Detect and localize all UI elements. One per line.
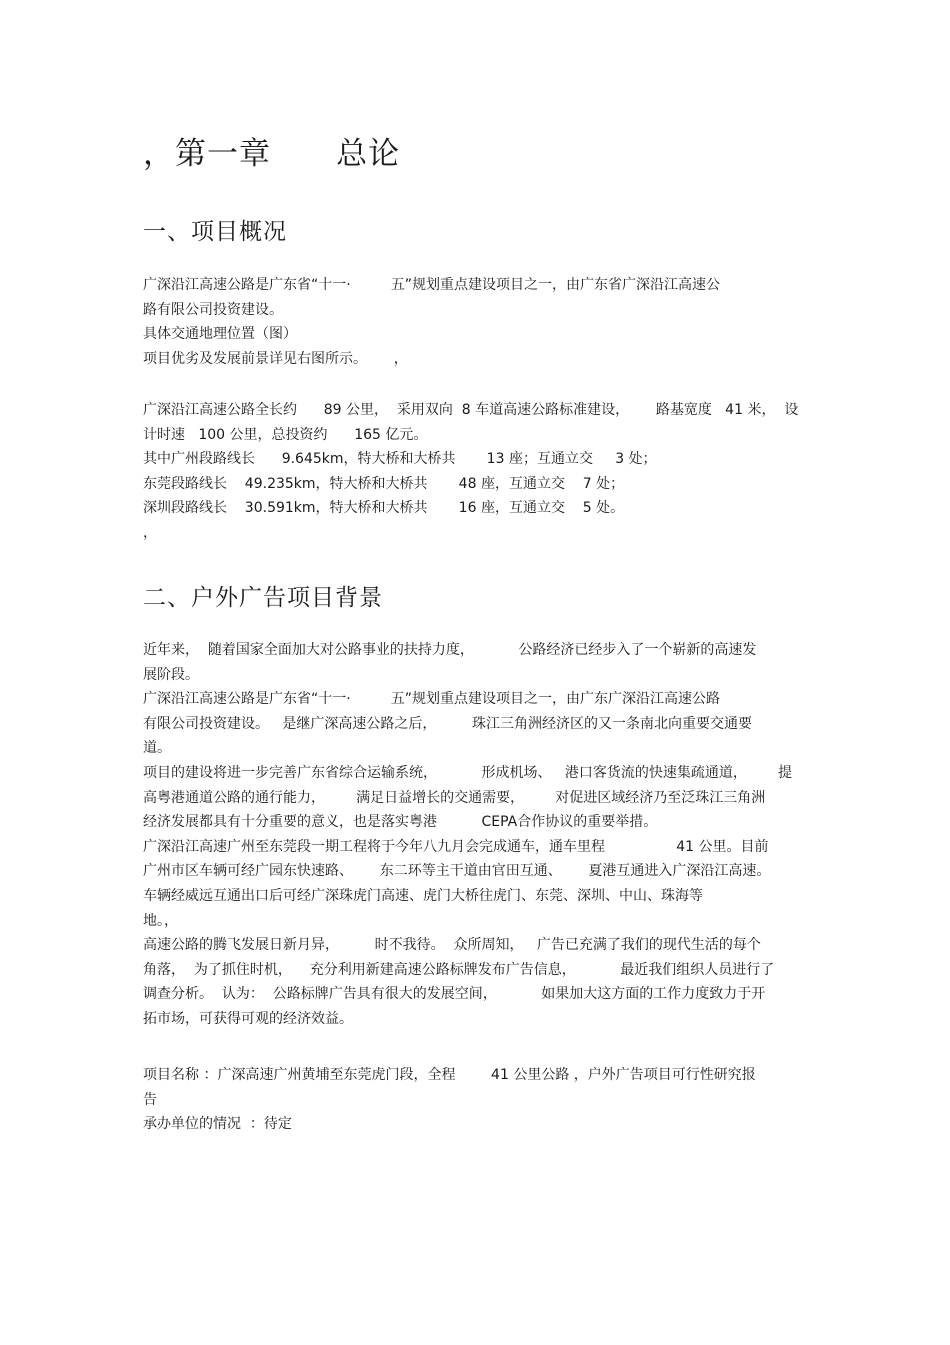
text-line: 经济发展都具有十分重要的意义，也是落实粤港 CEPA合作协议的重要举措。 (143, 814, 658, 831)
text-line: 广深沿江高速公路全长约 89 公里， 采用双向 8 车道高速公路标准建设， 路基宽度 41 米， 设 (143, 402, 799, 418)
text-line: 高粤港通道公路的通行能力， 满足日益增长的交通需要， 对促进区域经济乃至泛珠江三角洲 (143, 789, 766, 806)
paragraph-overview-intro (143, 273, 823, 371)
text-line: 东莞段路线长 49.235km，特大桥和大桥共 48 座，互通立交 7 处； (143, 475, 625, 492)
paragraph-overview-specs (143, 398, 823, 546)
text-line: 计时速 100 公里，总投资约 165 亿元。 (143, 426, 428, 443)
text-line: 广深沿江高速公路是广东省“十一· 五”规划重点建设项目之一，由广东广深沿江高速公路 (143, 691, 721, 708)
text-line: 道。 (143, 740, 171, 757)
text-line: 承办单位的情况 ：待定 (143, 1116, 292, 1133)
section-heading-background: 二、户外广告项目背景 (143, 585, 383, 611)
text-line: 其中广州段路线长 9.645km，特大桥和大桥共 13 座；互通立交 3 处； (143, 451, 657, 468)
text-line: 深圳段路线长 30.591km，特大桥和大桥共 16 座，互通立交 5 处。 (143, 500, 625, 517)
paragraph-project-info (143, 1063, 823, 1137)
text-line: 告 (143, 1091, 157, 1108)
text-line: 广深沿江高速公路是广东省“十一· 五”规划重点建设项目之一，由广东省广深沿江高速公 (143, 277, 721, 293)
text-line: 广深沿江高速广州至东莞段一期工程将于今年八九月会完成通车，通车里程 41 公里。目前 (143, 838, 769, 855)
text-line: 高速公路的腾飞发展日新月异， 时不我待。 众所周知， 广告已充满了我们的现代生活的每个 (143, 937, 761, 954)
text-line: 展阶段。 (143, 666, 199, 683)
text-line: 车辆经威远互通出口后可经广深珠虎门高速、虎门大桥往虎门、东莞、深圳、中山、珠海等 (143, 887, 703, 904)
section-heading-overview: 一、项目概况 (143, 219, 287, 245)
text-line: 项目优劣及发展前景详见右图所示。 ， (143, 350, 408, 367)
chapter-title: ，第一章 总论 (143, 136, 401, 172)
text-line: 项目的建设将进一步完善广东省综合运输系统， 形成机场、 港口客货流的快速集疏通道， 提 (143, 764, 793, 781)
paragraph-background (143, 638, 823, 1032)
text-line: 路有限公司投资建设。 (143, 301, 283, 318)
text-line: 拓市场，可获得可观的经济效益。 (143, 1010, 353, 1027)
text-line: 具体交通地理位置（图） (143, 326, 297, 343)
text-line: 地。， (143, 912, 178, 929)
text-line: 项目名称 ：广深高速广州黄埔至东莞虎门段，全程 41 公里公路 ，户外广告项目可行性研究报 (143, 1067, 756, 1083)
text-line: 广州市区车辆可经广园东快速路、 东二环等主干道由官田互通、 夏港互通进入广深沿江高速。 (143, 863, 771, 880)
text-line: 角落， 为了抓住时机， 充分利用新建高速公路标牌发布广告信息， 最近我们组织人员进行了 (143, 961, 775, 978)
text-line: ， (143, 524, 157, 541)
text-line: 有限公司投资建设。 是继广深高速公路之后， 珠江三角洲经济区的又一条南北向重要交通要 (143, 715, 752, 732)
text-line: 调查分析。 认为： 公路标牌广告具有很大的发展空间， 如果加大这方面的工作力度致力于开 (143, 986, 766, 1003)
text-line: 近年来， 随着国家全面加大对公路事业的扶持力度， 公路经济已经步入了一个崭新的高速发 (143, 642, 757, 658)
